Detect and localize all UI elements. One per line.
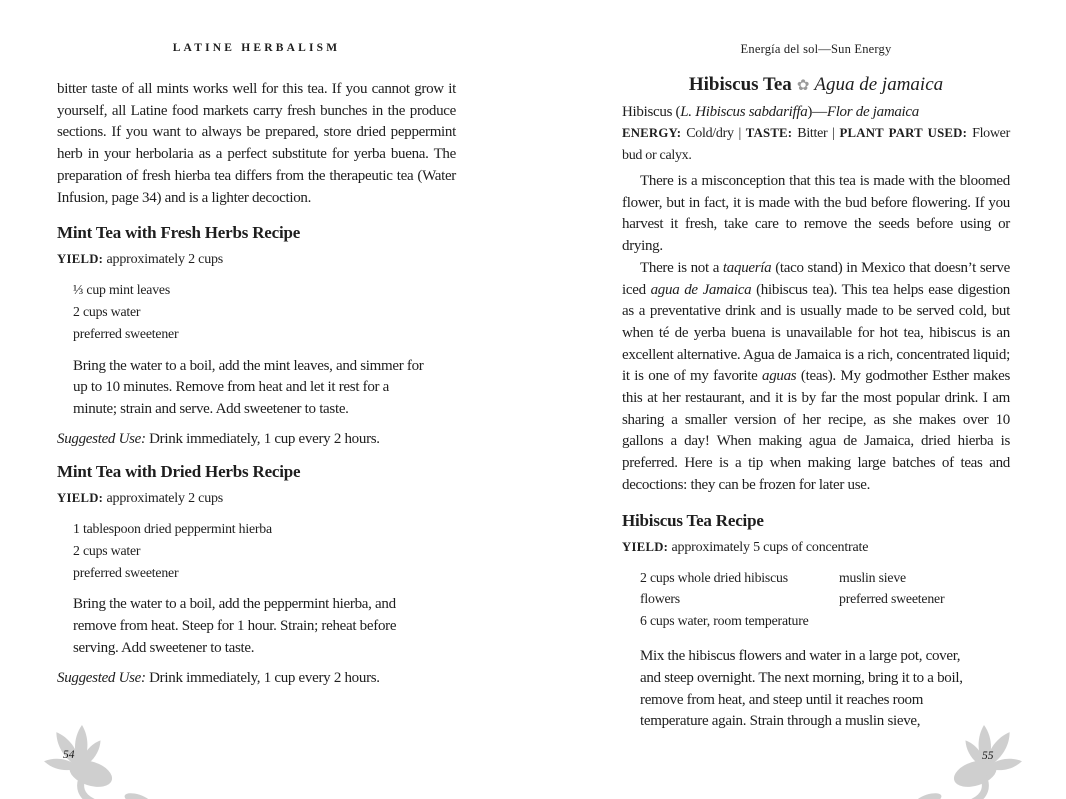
intro-paragraph: bitter taste of all mints works well for this tea. If you cannot grow it yourself, all Latine food markets carry fresh bunches in the produce sections. If you want to always be prepared, store dried peppermint herb in your herbolaria as a perfect substitute for yerba buena. The preparation of fresh hierba tea differs from the therapeutic tea (Water Infusion, page 34) and is a lighter decoction. <box>57 81 456 206</box>
ingredient-list <box>73 279 456 344</box>
yield-label: YIELD: <box>57 252 104 267</box>
plant-subtitle: Hibiscus (L. Hibiscus sabdariffa)—Flor de jamaica <box>622 104 919 120</box>
flower-ornament-right <box>838 716 1048 799</box>
page-number-left: 54 <box>63 749 75 761</box>
recipe-heading-hibiscus: Hibiscus Tea Recipe <box>622 510 764 530</box>
yield-line <box>622 540 1010 556</box>
running-head-left: LATINE HERBALISM <box>172 42 341 54</box>
ingredient-item: preferred sweetener <box>73 564 179 580</box>
ingredient-item: muslin sieve <box>839 569 906 585</box>
flower-icon: ✿ <box>796 78 810 94</box>
recipe-heading-fresh-herbs: Mint Tea with Fresh Herbs Recipe <box>57 223 301 243</box>
ingredient-item: 2 cups water <box>73 304 141 320</box>
flower-ornament-left <box>18 716 228 799</box>
ingredient-list-left <box>640 567 815 632</box>
right-page-content <box>622 74 1010 733</box>
yield-label: YIELD: <box>57 491 104 505</box>
instructions-paragraph: Bring the water to a boil, add the peppermint hierba, and remove from heat. Steep for 1 hour. Strain; reheat before serving. Add sweetener to taste. <box>73 596 397 656</box>
ingredient-item: preferred sweetener <box>839 591 945 607</box>
suggested-use-line <box>57 431 456 448</box>
recipe-heading-dried-herbs: Mint Tea with Dried Herbs Recipe <box>57 462 301 481</box>
paragraph-agua-de-jamaica: There is not a taquería (taco stand) in Mexico that doesn’t serve iced agua de Jamaica (hibiscus tea). This tea helps ease digestion as a preventative drink and is usually made to be served cold, but when té de yerba buena is unavailable for hot tea, hibiscus is an excellent alternative. Agua de Jamaica is a rich, concentrated liquid; it is one of my favorite aguas (teas). My godmother Esther makes this at her restaurant, and it is by far the most popular drink. I am sharing a smaller version of her recipe, as she makes over 10 gallons a day! When making agua de Jamaica, dried hierba is preferred. Here is a tip when making large batches of teas and decoctions: they can be frozen for later use. <box>622 259 1010 493</box>
plant-properties: ENERGY: Cold/dry | TASTE: Bitter | PLANT PART USED: Flower bud or calyx. <box>622 126 1010 163</box>
suggested-use-line <box>57 670 456 687</box>
yield-line <box>57 252 456 268</box>
ingredient-item: 6 cups water, room temperature <box>640 613 809 629</box>
page-number-right: 55 <box>982 750 994 762</box>
paragraph-misconception: There is a misconception that this tea is made with the bloomed flower, but in fact, it is made with the bud before flowering. If you harvest it fresh, take care to remove the seeds before using or drying. <box>622 173 1010 255</box>
suggested-use-label: Suggested Use: <box>57 431 146 447</box>
yield-text: approximately 5 cups of concentrate <box>668 539 869 555</box>
suggested-use-text: Drink immediately, 1 cup every 2 hours. <box>145 431 380 447</box>
chapter-title-main: Hibiscus Tea <box>688 74 792 95</box>
suggested-use-text: Drink immediately, 1 cup every 2 hours. <box>145 669 380 686</box>
yield-text: approximately 2 cups <box>103 491 224 506</box>
ingredient-item: 2 cups whole dried hibiscus flowers <box>640 569 788 607</box>
instructions-paragraph: Mix the hibiscus flowers and water in a large pot, cover, and steep overnight. The next morning, bring it to a boil, remove from heat, and steep until it reaches room temperature again. Strain through a muslin sieve, <box>640 647 963 730</box>
yield-label: YIELD: <box>622 539 669 554</box>
chapter-title <box>622 74 1010 96</box>
ingredient-item: 2 cups water <box>73 542 141 558</box>
yield-text: approximately 2 cups <box>103 252 224 268</box>
ingredient-columns <box>640 567 1010 632</box>
ingredient-item: 1 tablespoon dried peppermint hierba <box>73 521 272 536</box>
left-page-content <box>57 79 456 698</box>
suggested-use-label: Suggested Use: <box>57 669 146 686</box>
instructions-paragraph: Bring the water to a boil, add the mint leaves, and simmer for up to 10 minutes. Remove from heat and let it rest for a minute; strain and serve. Add sweetener to taste. <box>73 357 424 418</box>
running-head-right: Energía del sol—Sun Energy <box>740 42 892 56</box>
yield-line <box>57 491 456 507</box>
page-right <box>533 0 1066 799</box>
ingredient-item: ⅓ cup mint leaves <box>73 282 170 298</box>
ingredient-list <box>73 518 456 583</box>
ingredient-list-right <box>839 567 1010 632</box>
chapter-title-alt: Agua de jamaica <box>814 74 944 95</box>
ingredient-item: preferred sweetener <box>73 325 179 341</box>
